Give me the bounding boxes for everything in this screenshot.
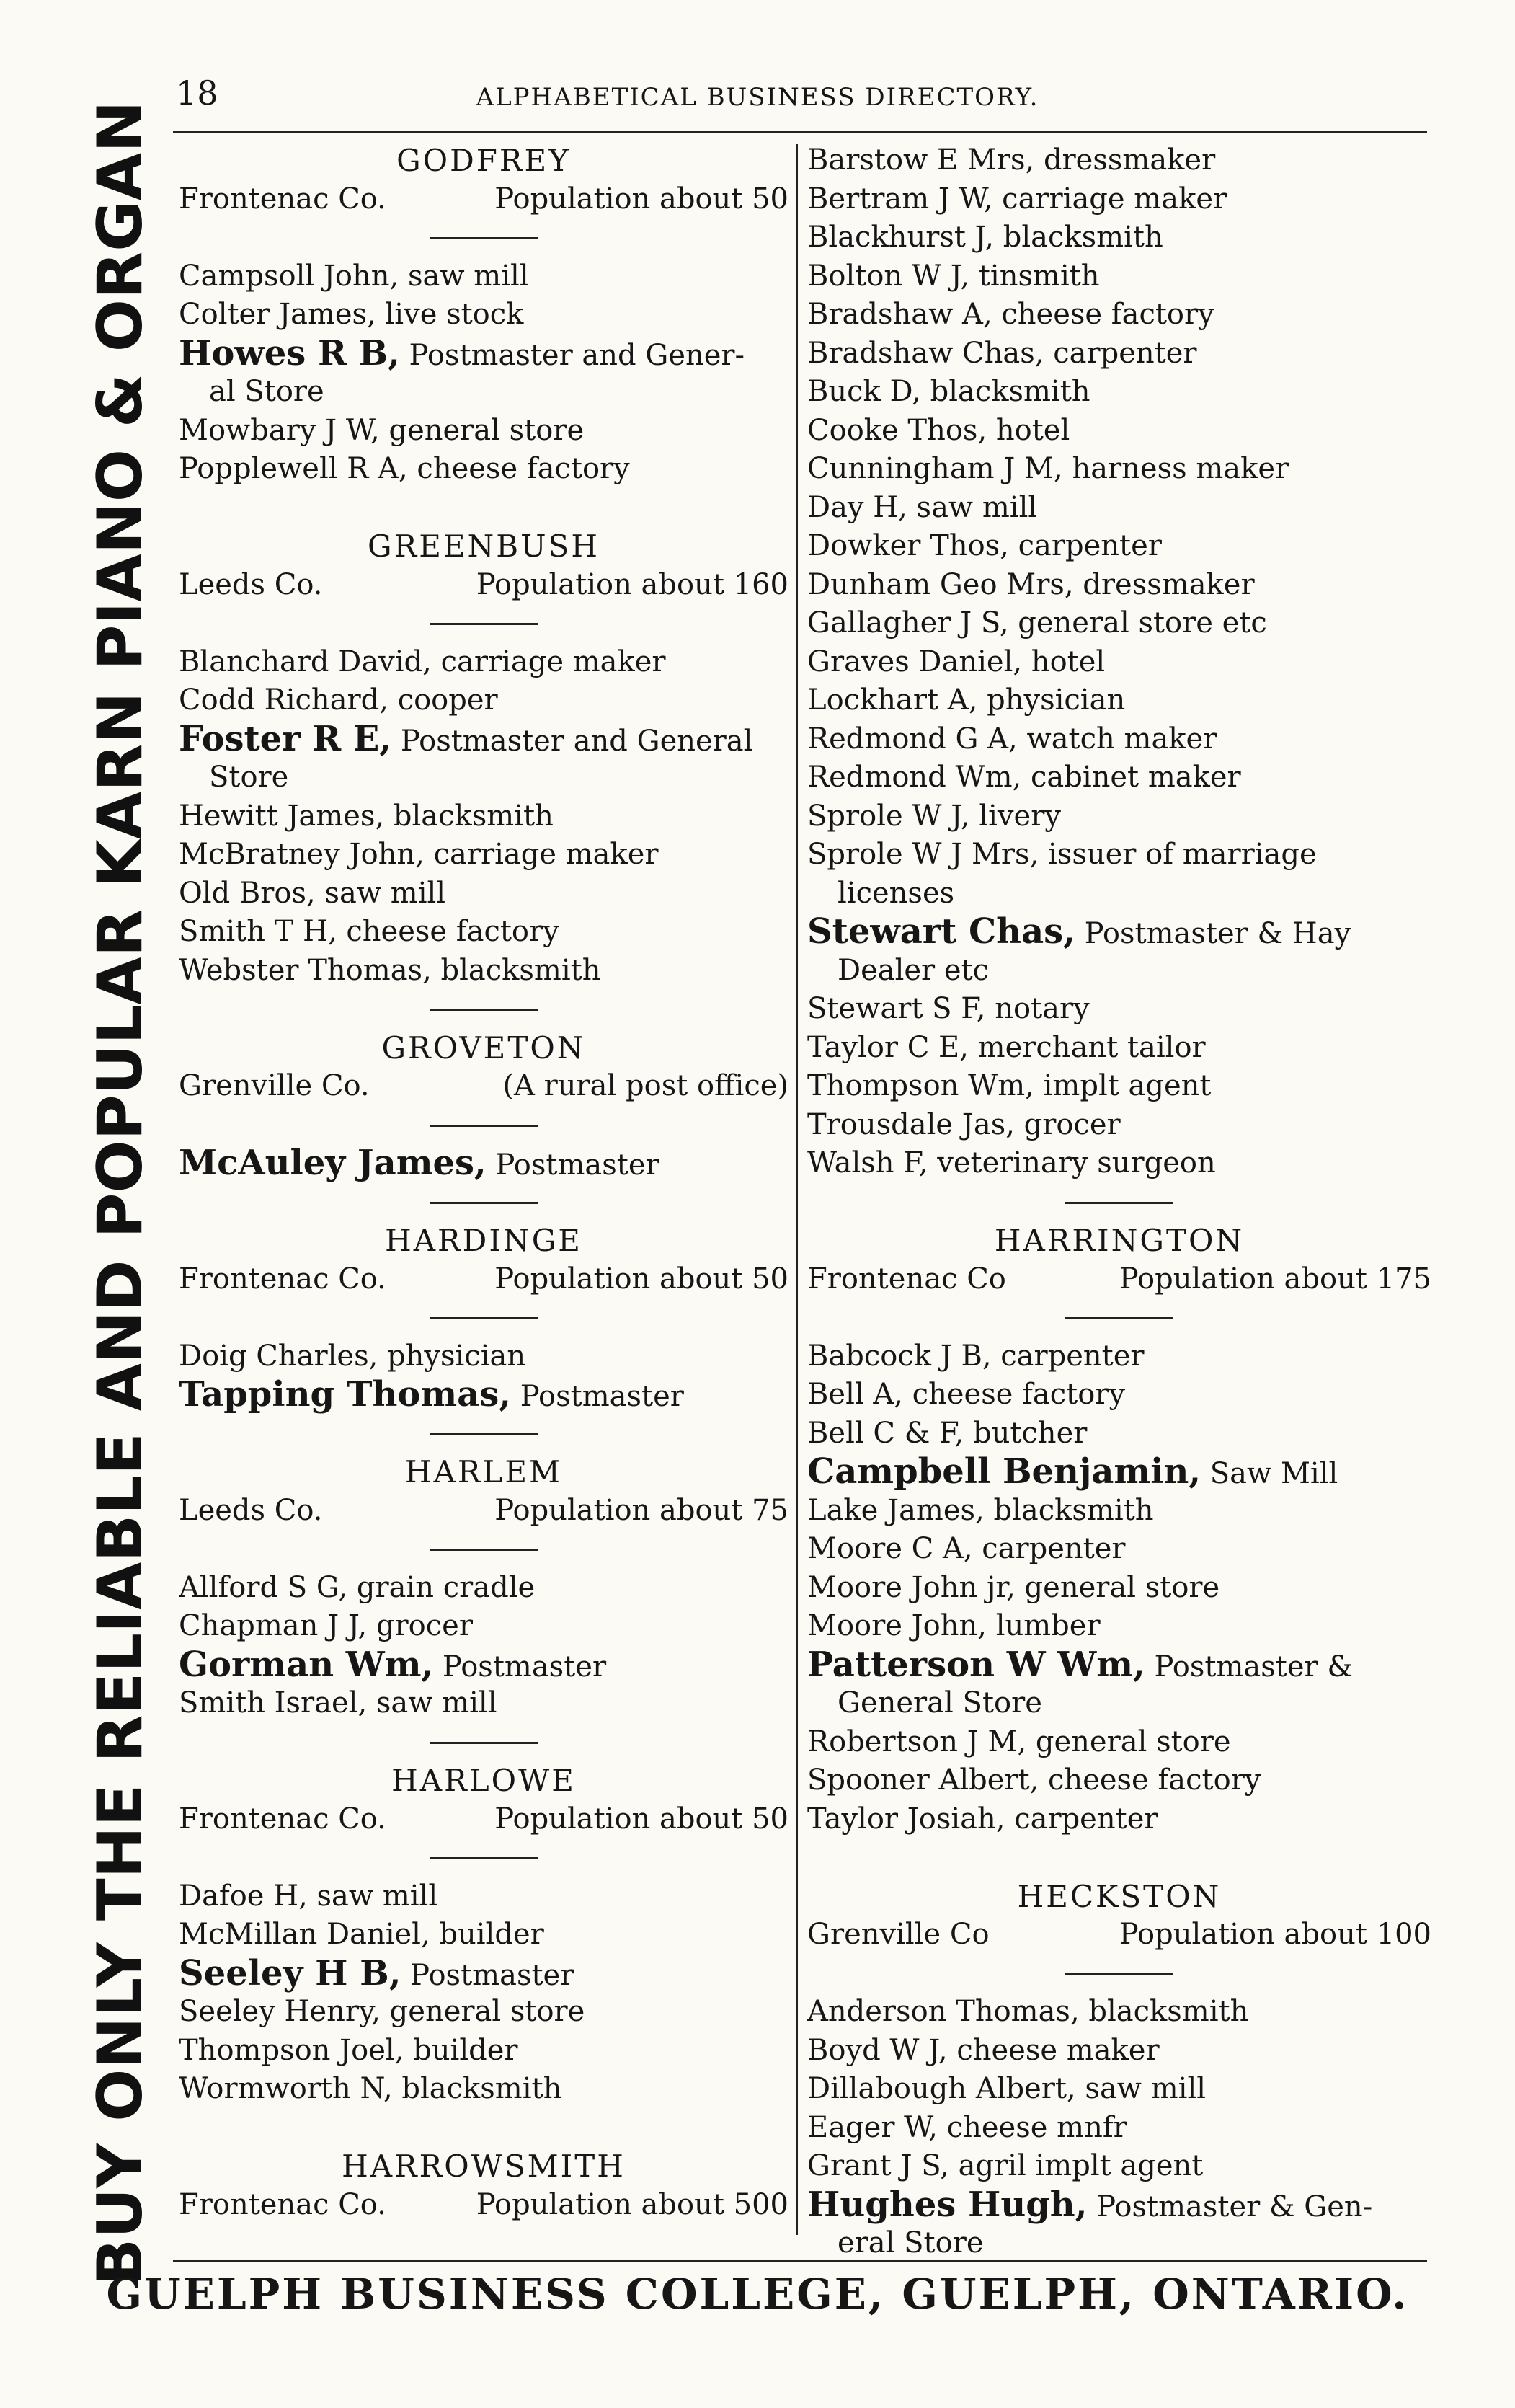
section-separator [179, 990, 788, 1029]
entry-description: Postmaster and General [391, 724, 753, 758]
directory-entry: Bradshaw Chas, carpenter [807, 336, 1197, 370]
entry-continuation: al Store [209, 375, 324, 408]
directory-entry: Robertson J M, general store [807, 1725, 1231, 1758]
section-separator [179, 1415, 788, 1453]
entry-name-bold: Campbell Benjamin, [807, 1453, 1201, 1492]
town-heading: HARRINGTON [994, 1223, 1245, 1258]
county-name: Grenville Co. [179, 1069, 370, 1102]
directory-entry: Dafoe H, saw mill [179, 1879, 438, 1913]
postmaster-entry [179, 1376, 788, 1415]
directory-entry: Eager W, cheese mnfr [807, 2110, 1127, 2144]
population-note: Population about 50 [494, 1262, 788, 1296]
entry-name-bold: Tapping Thomas, [179, 1376, 512, 1415]
entry-name-bold: Seeley H B, [179, 1954, 401, 1993]
blank-line [807, 1838, 1431, 1877]
directory-entry: Bertram J W, carriage maker [807, 182, 1227, 216]
county-population-line [179, 1492, 788, 1531]
population-note: (A rural post office) [502, 1069, 788, 1102]
county-population-line [179, 2186, 788, 2225]
county-name: Frontenac Co. [179, 1262, 386, 1296]
county-name: Grenville Co [807, 1918, 990, 1951]
directory-entry: Cunningham J M, harness maker [807, 452, 1289, 485]
directory-entry: McMillan Daniel, builder [179, 1918, 544, 1951]
section-separator [179, 1183, 788, 1222]
entry-description: Postmaster [486, 1148, 659, 1182]
section-separator [179, 1530, 788, 1569]
directory-entry: Stewart S F, notary [807, 992, 1090, 1025]
population-note: Population about 160 [476, 567, 788, 601]
county-name: Leeds Co. [179, 1493, 323, 1527]
directory-entry: Taylor C E, merchant tailor [807, 1030, 1206, 1064]
directory-entry: Lake James, blacksmith [807, 1493, 1154, 1527]
entry-name-bold: Hughes Hugh, [807, 2185, 1088, 2224]
county-population-line [179, 180, 788, 219]
directory-entry: Walsh F, veterinary surgeon [807, 1146, 1216, 1179]
directory-entry: Boyd W J, cheese maker [807, 2033, 1160, 2067]
directory-entry: Smith Israel, saw mill [179, 1686, 497, 1719]
directory-entry: Hewitt James, blacksmith [179, 799, 554, 833]
directory-entry: McBratney John, carriage maker [179, 838, 659, 871]
population-note: Population about 50 [494, 1802, 788, 1836]
entry-name-bold: Stewart Chas, [807, 913, 1075, 952]
entry-description: Saw Mill [1201, 1457, 1338, 1490]
left-column [179, 141, 788, 2224]
town-heading: GODFREY [396, 143, 571, 178]
directory-entry: Webster Thomas, blacksmith [179, 953, 601, 987]
county-population-line [179, 1800, 788, 1839]
directory-entry: Grant J S, agril implt agent [807, 2149, 1204, 2182]
entry-description: Postmaster [433, 1650, 607, 1683]
right-column [807, 141, 1431, 2263]
section-separator [179, 218, 788, 257]
directory-entry: Bradshaw A, cheese factory [807, 298, 1214, 331]
entry-continuation: Dealer etc [838, 953, 990, 987]
page-number: 18 [176, 74, 218, 112]
directory-entry: Bolton W J, tinsmith [807, 259, 1100, 293]
footer-rule [173, 2260, 1427, 2262]
header-rule [173, 131, 1427, 133]
population-note: Population about 175 [1119, 1262, 1431, 1296]
entry-continuation: Store [209, 761, 289, 794]
directory-entry: Chapman J J, grocer [179, 1609, 473, 1642]
directory-entry: Blackhurst J, blacksmith [807, 221, 1163, 254]
directory-entry: Campsoll John, saw mill [179, 259, 529, 293]
section-separator [807, 1955, 1431, 1993]
directory-entry: Dunham Geo Mrs, dressmaker [807, 567, 1255, 601]
population-note: Population about 50 [494, 182, 788, 216]
county-population-line [807, 1260, 1431, 1299]
entry-description: Postmaster & [1145, 1650, 1353, 1683]
section-separator [807, 1183, 1431, 1222]
directory-entry: Redmond Wm, cabinet maker [807, 761, 1241, 794]
directory-entry: Sprole W J, livery [807, 799, 1061, 833]
directory-entry: Barstow E Mrs, dressmaker [807, 143, 1216, 177]
town-heading: HARLOWE [391, 1763, 576, 1798]
directory-entry: Moore John jr, general store [807, 1570, 1220, 1604]
directory-entry: Day H, saw mill [807, 490, 1038, 524]
section-separator [179, 1298, 788, 1337]
county-name: Frontenac Co. [179, 182, 386, 216]
entry-description: Postmaster and Gener- [399, 338, 745, 372]
county-name: Frontenac Co. [179, 1802, 386, 1836]
town-heading: GREENBUSH [368, 528, 600, 564]
postmaster-entry [179, 1144, 788, 1183]
directory-entry: Codd Richard, cooper [179, 683, 498, 717]
entry-description: Postmaster [401, 1958, 574, 1992]
postmaster-entry [807, 2186, 1431, 2225]
footer-advertisement: GUELPH BUSINESS COLLEGE, GUELPH, ONTARIO. [106, 2270, 1409, 2319]
directory-entry: Mowbary J W, general store [179, 413, 585, 447]
directory-entry: Wormworth N, blacksmith [179, 2072, 562, 2105]
column-divider [796, 144, 798, 2235]
entry-name-bold: Foster R E, [179, 720, 392, 758]
entry-name-bold: McAuley James, [179, 1144, 487, 1183]
county-population-line [179, 566, 788, 605]
county-name: Frontenac Co [807, 1262, 1006, 1296]
postmaster-entry [807, 913, 1431, 952]
county-population-line [807, 1916, 1431, 1955]
entry-name-bold: Gorman Wm, [179, 1645, 434, 1684]
section-separator [179, 1106, 788, 1145]
directory-entry: Redmond G A, watch maker [807, 722, 1217, 756]
directory-entry: Taylor Josiah, carpenter [807, 1802, 1158, 1836]
directory-entry: Popplewell R A, cheese factory [179, 452, 630, 485]
entry-description: Postmaster & Gen- [1087, 2190, 1373, 2223]
directory-entry: Seeley Henry, general store [179, 1995, 585, 2028]
population-note: Population about 75 [494, 1493, 788, 1527]
postmaster-entry [179, 720, 788, 759]
section-separator [179, 604, 788, 643]
county-population-line [179, 1067, 788, 1106]
directory-entry: Doig Charles, physician [179, 1339, 526, 1373]
town-heading: GROVETON [381, 1030, 586, 1066]
directory-entry: Thompson Joel, builder [179, 2033, 518, 2067]
running-head: ALPHABETICAL BUSINESS DIRECTORY. [476, 83, 1039, 112]
section-separator [179, 1838, 788, 1877]
directory-entry: Bell C & F, butcher [807, 1416, 1088, 1450]
directory-entry: Dowker Thos, carpenter [807, 529, 1162, 562]
postmaster-entry [807, 1453, 1431, 1492]
directory-entry: Dillabough Albert, saw mill [807, 2072, 1207, 2105]
directory-entry: Cooke Thos, hotel [807, 413, 1070, 447]
entry-name-bold: Patterson W Wm, [807, 1645, 1145, 1684]
postmaster-entry [807, 1646, 1431, 1685]
directory-entry: Colter James, live stock [179, 298, 524, 331]
directory-entry: Lockhart A, physician [807, 683, 1126, 717]
directory-entry: Bell A, cheese factory [807, 1378, 1126, 1411]
directory-entry: Old Bros, saw mill [179, 876, 446, 910]
population-note: Population about 100 [1119, 1918, 1431, 1951]
directory-entry: Trousdale Jas, grocer [807, 1107, 1121, 1141]
entry-name-bold: Howes R B, [179, 334, 400, 373]
entry-description: Postmaster & Hay [1075, 917, 1351, 950]
county-name: Leeds Co. [179, 567, 323, 601]
population-note: Population about 500 [476, 2187, 788, 2221]
directory-entry: Blanchard David, carriage maker [179, 645, 666, 678]
entry-continuation: licenses [838, 876, 955, 910]
directory-entry: Graves Daniel, hotel [807, 645, 1106, 678]
entry-continuation: eral Store [838, 2226, 984, 2259]
side-advertisement: BUY ONLY THE RELIABLE AND POPULAR KARN PIANO & ORGAN [84, 100, 156, 2286]
directory-entry: Moore C A, carpenter [807, 1532, 1126, 1565]
entry-description: Postmaster [511, 1380, 684, 1413]
directory-entry: Anderson Thomas, blacksmith [807, 1995, 1249, 2028]
town-heading: HECKSTON [1017, 1878, 1222, 1914]
directory-entry: Smith T H, cheese factory [179, 915, 559, 948]
directory-entry: Thompson Wm, implt agent [807, 1069, 1212, 1102]
directory-entry: Buck D, blacksmith [807, 375, 1090, 408]
county-name: Frontenac Co. [179, 2187, 386, 2221]
directory-entry: Sprole W J Mrs, issuer of marriage [807, 838, 1317, 871]
entry-continuation: General Store [838, 1686, 1042, 1719]
postmaster-entry [179, 335, 788, 373]
postmaster-entry [179, 1646, 788, 1685]
section-separator [807, 1298, 1431, 1337]
section-separator [179, 1723, 788, 1762]
postmaster-entry [179, 1955, 788, 1993]
directory-entry: Moore John, lumber [807, 1609, 1101, 1642]
blank-line [179, 489, 788, 528]
town-heading: HARROWSMITH [342, 2148, 626, 2184]
directory-entry: Spooner Albert, cheese factory [807, 1763, 1261, 1797]
blank-line [179, 2109, 788, 2148]
directory-entry: Allford S G, grain cradle [179, 1570, 536, 1604]
town-heading: HARLEM [404, 1454, 563, 1489]
directory-entry: Babcock J B, carpenter [807, 1339, 1145, 1373]
town-heading: HARDINGE [385, 1223, 582, 1258]
directory-entry: Gallagher J S, general store etc [807, 606, 1267, 639]
county-population-line [179, 1260, 788, 1299]
